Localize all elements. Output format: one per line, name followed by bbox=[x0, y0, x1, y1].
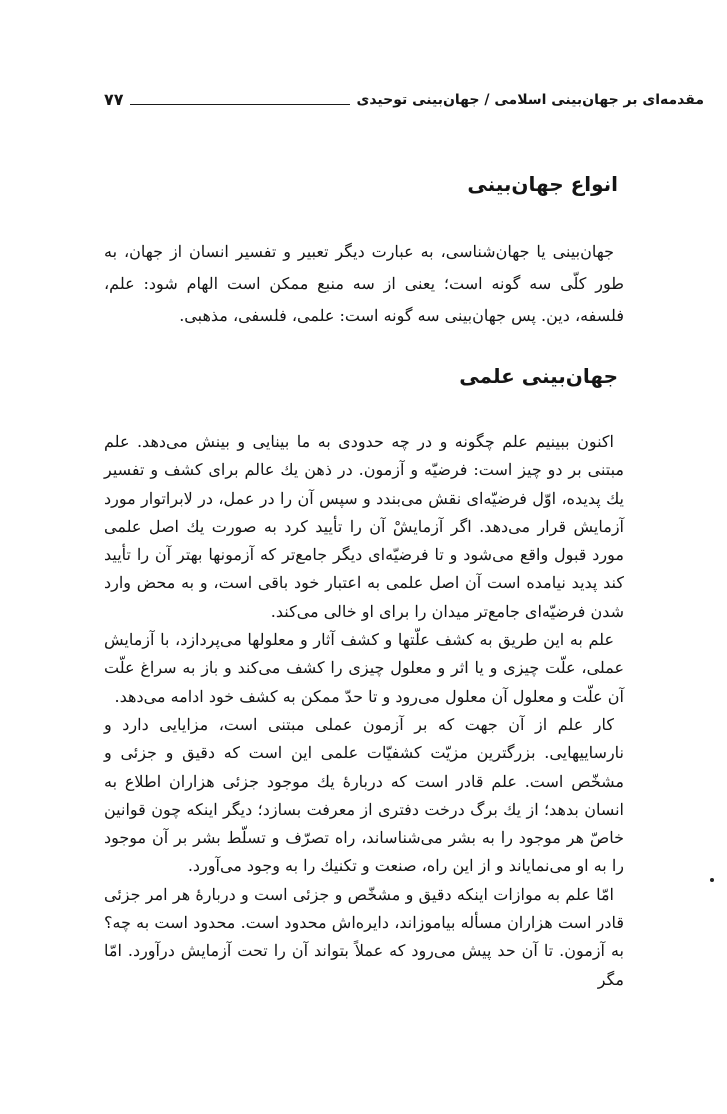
section-body-worldview-types bbox=[104, 236, 624, 332]
paragraph: کار علم از آن جهت که بر آزمون عملی مبتنی است، مزایایی دارد و نارساییهایی. بزرگترین مزیّت کشفیّات علمی این است که دقیق و جزئی و مشخّص است. علم قادر است که دربارهٔ یك موجود جزئی هزاران اطلاع به انسان بدهد؛ از یك برگ درخت دفتری از معرفت بسازد؛ دیگر اینکه چون قوانین خاصّ هر موجود را به بشر می‌شناساند، راه تصرّف و تسلّط بشر بر آن موجود را به او می‌نمایاند و از این راه، صنعت و تکنیك را به وجود می‌آورد. bbox=[104, 714, 624, 876]
page-number: ۷۷ bbox=[104, 90, 124, 109]
running-title: مقدمه‌ای بر جهان‌بینی اسلامی / جهان‌بینی توحیدی bbox=[356, 92, 704, 108]
paragraph: جهان‌بینی یا جهان‌شناسی، به عبارت دیگر تعبیر و تفسیر انسان از جهان، به طور کلّی سه گونه است؛ یعنی از سه منبع ممکن است الهام شود: علم، فلسفه، دین. پس جهان‌بینی سه گونه است: علمی، فلسفی، مذهبی. bbox=[104, 242, 624, 325]
paragraph: علم به این طریق به کشف علّتها و کشف آثار و معلولها می‌پردازد، با آزمایش عملی، علّت چیزی و یا اثر و معلول چیزی را کشف می‌کند و باز به سراغ علّت آن علّت و معلول آن معلول می‌رود و تا حدّ ممکن به کشف خود ادامه می‌دهد. bbox=[104, 630, 624, 706]
section-heading-worldview-types: انواع جهان‌بینی bbox=[467, 172, 618, 196]
running-header bbox=[104, 86, 704, 110]
section-body-scientific-worldview bbox=[104, 428, 624, 994]
scan-speck bbox=[710, 878, 714, 882]
section-heading-scientific-worldview: جهان‌بینی علمی bbox=[459, 364, 618, 388]
header-rule bbox=[130, 104, 351, 105]
paragraph: اکنون ببینیم علم چگونه و در چه حدودی به ما بینایی و بینش می‌دهد. علم مبتنی بر دو چیز است: فرضیّه و آزمون. در ذهن یك عالم برای کشف و تفسیر یك پدیده، اوّل فرضیّه‌ای نقش می‌بندد و سپس آن را در عمل، در لابراتوار مورد آزمایش قرار می‌دهد. اگر آزمایشْ آن را تأیید کرد به صورت یك اصل علمی مورد قبول واقع می‌شود و تا فرضیّه‌ای دیگر جامع‌تر که آزمونها بهتر آن را تأیید کند پدید نیامده است آن اصل علمی به اعتبار خود باقی است، و به محض وارد شدن فرضیّه‌ای جامع‌تر میدان را برای او خالی می‌کند. bbox=[104, 432, 624, 621]
paragraph: امّا علم به موازات اینکه دقیق و مشخّص و جزئی است و دربارهٔ هر امر جزئی قادر است هزاران مسأله بیاموزاند، دایره‌اش محدود است. محدود است به چه؟ به آزمون. تا آن حد پیش می‌رود که عملاً بتواند آن را تحت آزمایش درآورد. امّا مگر bbox=[104, 884, 624, 989]
